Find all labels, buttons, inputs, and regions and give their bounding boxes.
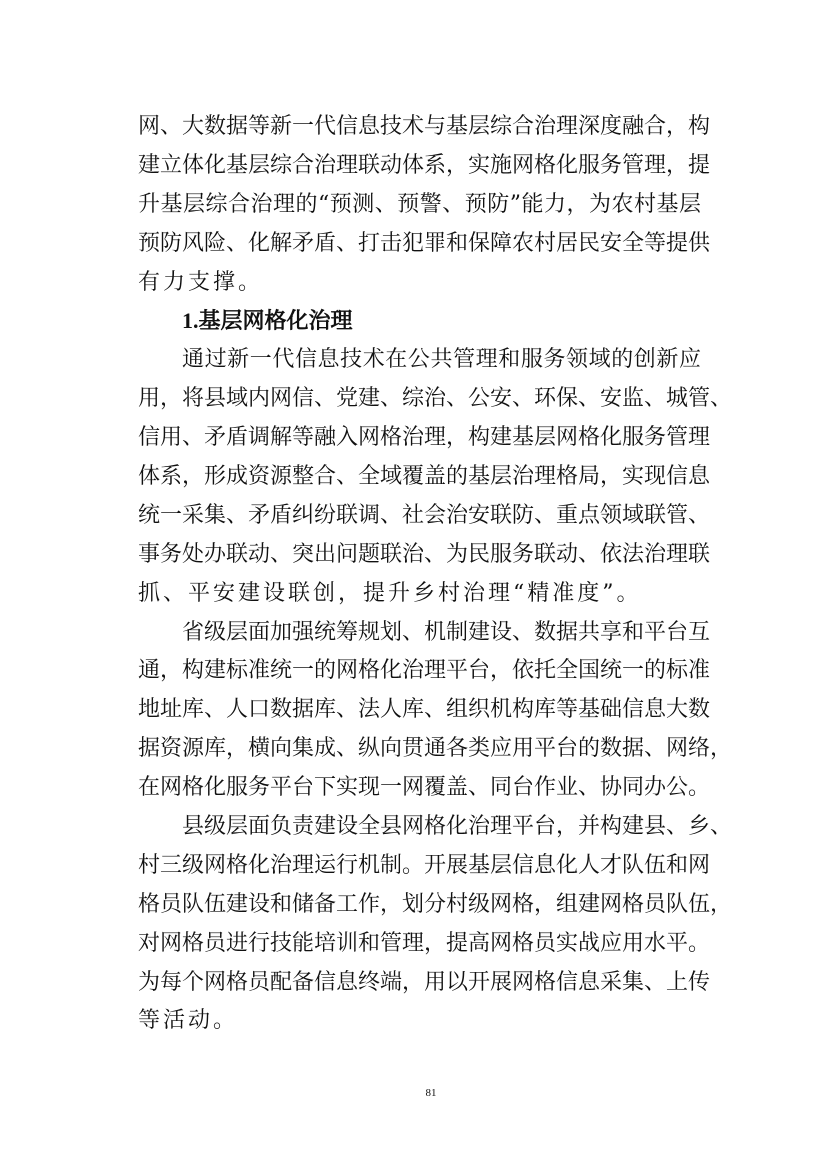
text-line: 网、大数据等新一代信息技术与基层综合治理深度融合，构	[138, 114, 711, 139]
text-line: 抓、平安建设联创，提升乡村治理“精准度”。	[138, 580, 642, 606]
text-line: 地址库、人口数据库、法人库、组织机构库等基础信息大数	[138, 697, 711, 723]
paragraph	[138, 108, 711, 302]
paragraph	[138, 808, 733, 1041]
text-line: 升基层综合治理的“预测、预警、预防”能力，为农村基层	[138, 191, 701, 217]
document-body	[138, 108, 733, 1041]
text-line: 村三级网格化治理运行机制。开展基层信息化人才队伍和网	[138, 852, 711, 878]
text-line: 有力支撑。	[138, 269, 264, 295]
text-line: 等活动。	[138, 1008, 239, 1034]
text-line: 事务处办联动、突出问题联治、为民服务联动、依法治理联	[138, 541, 711, 567]
text-line: 为每个网格员配备信息终端，用以开展网格信息采集、上传	[138, 969, 711, 995]
section-heading: 1.基层网格化治理	[182, 308, 353, 334]
text-line: 在网格化服务平台下实现一网覆盖、同台作业、协同办公。	[138, 775, 711, 801]
text-line: 县级层面负责建设全县网格化治理平台，并构建县、乡、	[182, 814, 733, 840]
text-line: 省级层面加强统筹规划、机制建设、数据共享和平台互	[182, 619, 711, 645]
text-line: 统一采集、矛盾纠纷联调、社会治安联防、重点领域联管、	[138, 502, 711, 528]
text-line: 格员队伍建设和储备工作，划分村级网格，组建网格员队伍，	[138, 891, 733, 917]
text-line: 预防风险、化解矛盾、打击犯罪和保障农村居民安全等提供	[138, 230, 711, 256]
paragraph	[138, 341, 733, 613]
text-line: 建立体化基层综合治理联动体系，实施网格化服务管理，提	[138, 152, 711, 178]
paragraph	[138, 614, 733, 808]
text-line: 对网格员进行技能培训和管理，提高网格员实战应用水平。	[138, 930, 711, 956]
text-line: 通，构建标准统一的网格化治理平台，依托全国统一的标准	[138, 658, 711, 684]
text-line: 用，将县域内网信、党建、综治、公安、环保、安监、城管、	[138, 386, 733, 412]
text-line: 体系，形成资源整合、全域覆盖的基层治理格局，实现信息	[138, 464, 711, 490]
text-line: 据资源库，横向集成、纵向贯通各类应用平台的数据、网络，	[138, 736, 733, 762]
text-line: 信用、矛盾调解等融入网格治理，构建基层网格化服务管理	[138, 425, 711, 451]
text-line: 通过新一代信息技术在公共管理和服务领域的创新应	[182, 347, 701, 373]
page-number: 81	[425, 1087, 437, 1099]
